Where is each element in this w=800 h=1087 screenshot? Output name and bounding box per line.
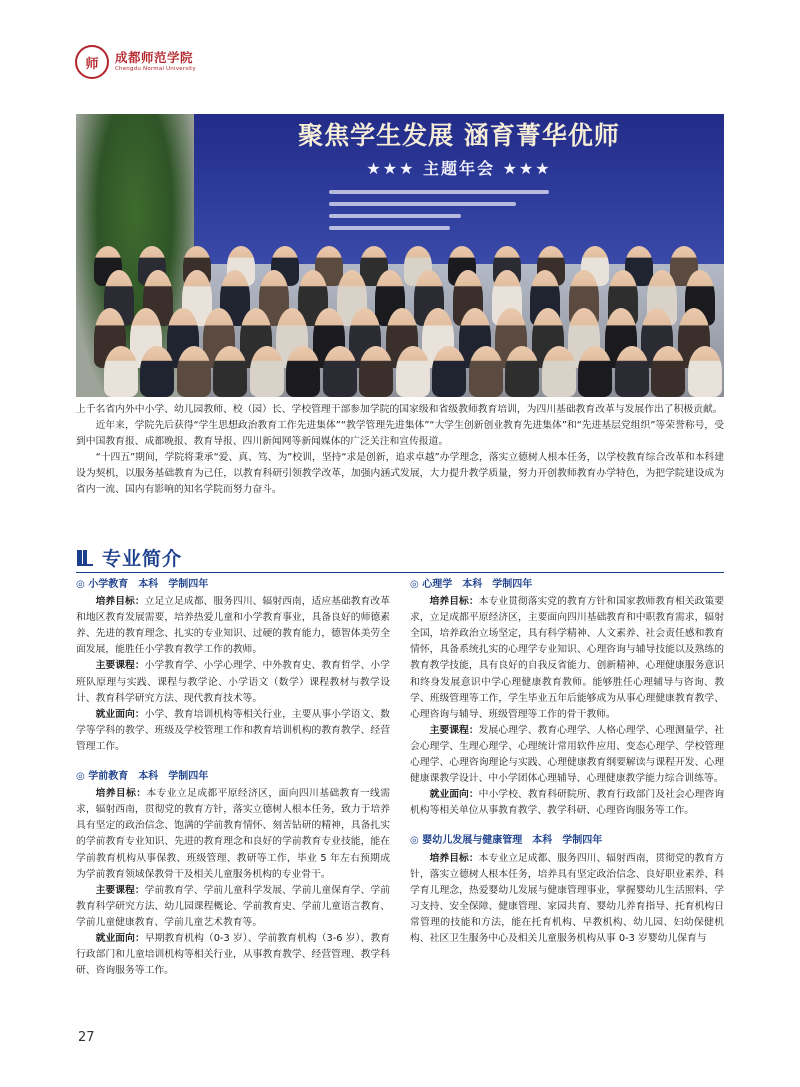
courses-label: 主要课程： [95,884,145,896]
major-goal [76,786,390,883]
intro-paragraph-3: “十四五”期间，学院将秉承“爱、真、笃、为”校训，坚持“求是创新，追求卓越”办学理念，落实立德树人根本任务，以学校教育综合改革和本科建设为契机，以服务基础教育为己任，以教育科研引领教学改革，加强内涵式发展，大力提升教学质量，努力开创教师教育办学特色，为把学院建设成为省内一流、国内有影响的知名学院而努力奋斗。 [76,452,724,496]
courses-label: 主要课程： [95,660,145,672]
goal-label: 培养目标： [95,596,145,608]
jobs-label: 就业面向： [95,932,145,944]
major-courses [410,723,724,787]
page-number: 27 [78,1030,95,1045]
intro-text [76,402,724,499]
major-block-infant-development [410,833,724,947]
major-duration: 学制四年 [562,835,603,847]
major-duration: 学制四年 [492,579,533,590]
major-name: ◎ 小学教育 [76,579,129,590]
photo-person [140,346,174,397]
major-degree: 本科 [138,579,159,590]
photo-person [651,346,685,397]
major-goal [76,594,390,658]
jobs-label: 就业面向： [95,708,145,720]
goal-label: 培养目标： [429,596,479,608]
photo-banner [194,114,724,264]
photo-person [469,346,503,397]
banner-subtitle: ★★★ 主题年会 ★★★ [366,159,552,178]
goal-text: 本专业贯彻落实党的教育方针和国家教师教育相关政策要求，立足成都平原经济区，主要面向四川基础教育和中职教育需求，辐射全国，培养政治立场坚定，具有科学精神、人文素养、社会责任感和教育情怀，具备系统扎实的心理学专业知识、心理咨询与辅导技能以及熟练的教育教学技能，具有良好的自我反省能力、创新精神、心理健康服务意识和终身发展意识中学心理健康教育教师。能够胜任心理辅导与咨询、教学、班级管理等工作，学生毕业五年后能够成为从事心理健康教育教学、心理咨询与辅导、班级管理等工作的骨干教师。 [410,596,725,720]
jobs-label: 就业面向： [429,789,479,801]
majors-right-column [410,577,724,947]
intro-paragraph-2: 近年来，学院先后获得“学生思想政治教育工作先进集体”“教学管理先进集体”“大学生创新创业教育先进集体”和“先进基层党组织”等荣誉称号，受到中国教育报、成都晚报、教育导报、四川新闻网等新闻媒体的广泛关注和宣传报道。 [76,420,725,448]
major-block-preschool-education [76,769,390,979]
university-seal-icon [75,45,109,79]
photo-person [505,346,539,397]
goal-text: 立足立足成都、服务四川、辐射西南，适应基础教育改革和地区教育发展需要，培养热爱儿童和小学教育事业，具备良好的师德素养、先进的教育理念、扎实的专业知识、过硬的教育能力，德智体美劳全面发展，能胜任小学教育教学工作的教师。 [76,596,391,656]
major-name: ◎ 学前教育 [76,771,129,783]
major-heading [76,769,390,785]
major-name: ◎ 心理学 [410,579,453,590]
photo-person [396,346,430,397]
major-heading [410,577,724,593]
major-block-primary-education [76,577,390,755]
section-title: 专业简介 [102,548,183,570]
photo-person [359,346,393,397]
photo-person [688,346,722,397]
jobs-text: 早期教育机构（0-3 岁）、学前教育机构（3-6 岁）、教育行政部门和儿童培训机构等相关行业，从事教育教学、经营管理、教学科研、咨询服务等工作。 [76,932,390,977]
major-courses [76,883,390,931]
major-duration: 学制四年 [168,579,209,590]
major-block-psychology [410,577,724,819]
major-name: ◎ 婴幼儿发展与健康管理 [410,835,523,847]
courses-text: 发展心理学、教育心理学、人格心理学、心理测量学、社会心理学、生理心理学、心理统计常用软件应用、变态心理学、学校管理心理学、心理咨询理论与实践、心理健康教育纲要解读与课程开发、心理健康课教学设计、中小学团体心理辅导、心理健康教学能力综合训练等。 [410,724,725,785]
major-goal [410,594,724,723]
photo-person [615,346,649,397]
intro-paragraph-1: 上千名省内外中小学、幼儿园教师、校（园）长、学校管理干部参加学院的国家级和省级教师教育培训，为四川基础教育改革与发展作出了积极贡献。 [76,404,723,415]
photo-person [286,346,320,397]
major-jobs [76,931,390,979]
goal-text: 本专业立足成都平原经济区，面向四川基础教育一线需求，辐射西南，贯彻党的教育方针，落实立德树人根本任务，致力于培养具有坚定的政治信念、饱满的学前教育情怀、刻苦钻研的精神，具备扎实的学前教育专业知识、先进的教育理念和良好的学前教育专业技能，能在学前教育机构从事保教、班级管理、教研等工作，毕业 5 年左右预期成为学前教育领域保教骨干及相关儿童服务机构的专业骨干。 [76,788,391,880]
photo-person [542,346,576,397]
logo-wordmark [115,52,196,72]
goal-text: 本专业立足成都、服务四川、辐射西南，贯彻党的教育方针，落实立德树人根本任务，培养具有坚定政治信念、良好职业素养、科学育儿理念，热爱婴幼儿发展与健康管理事业，掌握婴幼儿生活照料、学习支持、安全保障、健康管理、家园共育、婴幼儿养育指导、托育机构日常管理的技能和方法，能在托育机构、早教机构、幼儿园、妇幼保健机构、社区卫生服务中心及相关儿童服务机构从事 0-3 岁婴幼儿保育与 [410,852,725,944]
major-degree: 本科 [462,579,483,590]
photo-person [177,346,211,397]
photo-people [86,246,724,397]
banner-title: 聚焦学生发展 涵育菁华优师 [298,121,620,150]
goal-label: 培养目标： [429,852,479,864]
major-degree: 本科 [138,771,159,783]
major-heading [410,833,724,849]
major-goal [410,851,724,948]
major-jobs [410,787,724,819]
section-header [76,544,724,573]
logo-chinese-name: 成都师范学院 [115,50,194,65]
group-photo [76,114,724,397]
seal-char: 师 [85,56,99,72]
book-icon [76,548,94,566]
courses-label: 主要课程： [429,724,479,736]
major-jobs [76,707,390,755]
major-heading [76,577,390,593]
banner-small-text [329,190,549,238]
photo-person [432,346,466,397]
major-degree: 本科 [532,835,553,847]
jobs-text: 中小学校、教育科研院所、教育行政部门及社会心理咨询机构等相关单位从事教育教学、教学科研、心理咨询服务等工作。 [410,789,725,817]
goal-label: 培养目标： [95,788,147,800]
majors-left-column [76,577,390,979]
courses-text: 小学教育学、小学心理学、中外教育史、教育哲学、小学班队原理与实践、课程与教学论、小学语文（数学）课程教材与教学设计、教育科学研究方法、现代教育技术等。 [76,660,391,704]
logo-english-name: Chengdu Normal University [115,65,196,72]
photo-person [213,346,247,397]
major-courses [76,658,390,706]
major-duration: 学制四年 [168,771,209,783]
jobs-text: 小学、教育培训机构等相关行业，主要从事小学语文、数学等学科的教学、班级及学校管理工作和教育培训机构的教育教学、经营管理工作。 [76,708,391,752]
university-logo [75,42,196,82]
photo-person [578,346,612,397]
photo-person [104,346,138,397]
courses-text: 学前教育学、学前儿童科学发展、学前儿童保育学、学前教育科学研究方法、幼儿园课程概论、学前教育史、学前儿童语言教育、学前儿童健康教育、学前儿童艺术教育等。 [76,884,391,928]
photo-person [250,346,284,397]
photo-person [323,346,357,397]
